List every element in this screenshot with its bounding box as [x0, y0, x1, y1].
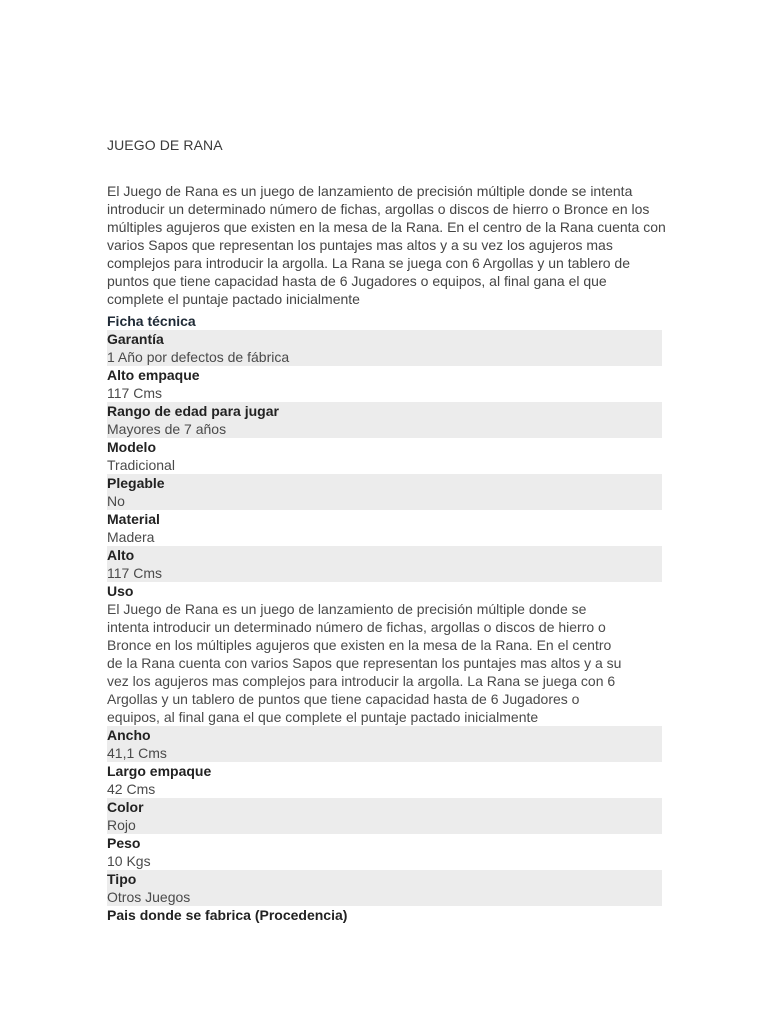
spec-row-tipo	[107, 870, 662, 906]
spec-label: Peso	[107, 835, 141, 851]
spec-value: No	[107, 493, 125, 509]
spec-label: Pais donde se fabrica (Procedencia)	[107, 907, 348, 923]
spec-row-alto	[107, 546, 662, 582]
intro-paragraph: El Juego de Rana es un juego de lanzamiento de precisión múltiple donde se intenta introducir un determinado número de fichas, argollas o discos de hierro o Bronce en los múltiples agujeros que existen en la mesa de la Rana. En el centro de la Rana cuenta con varios Sapos que representan los puntajes mas altos y a su vez los agujeros mas complejos para introducir la argolla. La Rana se juega con 6 Argollas y un tablero de puntos que tiene capacidad hasta de 6 Jugadores o equipos, al final gana el que complete el puntaje pactado inicialmente	[107, 183, 666, 307]
spec-value: Otros Juegos	[107, 889, 191, 905]
spec-label: Uso	[107, 583, 134, 599]
spec-row-modelo	[107, 438, 662, 474]
spec-row-peso	[107, 834, 662, 870]
spec-row-uso	[107, 582, 662, 726]
spec-label: Garantía	[107, 331, 164, 347]
spec-label: Largo empaque	[107, 763, 212, 779]
spec-value: 41,1 Cms	[107, 745, 167, 761]
spec-value: Mayores de 7 años	[107, 421, 227, 437]
spec-row-procedencia	[107, 906, 662, 924]
spec-value: El Juego de Rana es un juego de lanzamiento de precisión múltiple donde se intenta introducir un determinado número de fichas, argollas o discos de hierro o Bronce en los múltiples agujeros que existen en la mesa de la Rana. En el centro de la Rana cuenta con varios Sapos que representan los puntajes mas altos y a su vez los agujeros mas complejos para introducir la argolla. La Rana se juega con 6 Argollas y un tablero de puntos que tiene capacidad hasta de 6 Jugadores o equipos, al final gana el que complete el puntaje pactado inicialmente	[107, 601, 622, 725]
spec-label: Alto	[107, 547, 135, 563]
spec-label: Rango de edad para jugar	[107, 403, 279, 419]
spec-row-color	[107, 798, 662, 834]
page-title: JUEGO DE RANA	[107, 137, 223, 153]
spec-label: Color	[107, 799, 144, 815]
spec-label: Plegable	[107, 475, 165, 491]
spec-row-ancho	[107, 726, 662, 762]
spec-row-largo-empaque	[107, 762, 662, 798]
spec-label: Material	[107, 511, 160, 527]
spec-value: 117 Cms	[107, 565, 162, 581]
spec-value: Madera	[107, 529, 155, 545]
spec-value: Rojo	[107, 817, 136, 833]
spec-row-plegable	[107, 474, 662, 510]
spec-table-heading: Ficha técnica	[107, 313, 196, 329]
spec-value: 117 Cms	[107, 385, 162, 401]
spec-row-alto-empaque	[107, 366, 662, 402]
spec-label: Alto empaque	[107, 367, 200, 383]
spec-label: Modelo	[107, 439, 156, 455]
spec-row-material	[107, 510, 662, 546]
spec-value: 10 Kgs	[107, 853, 151, 869]
spec-label: Tipo	[107, 871, 137, 887]
spec-label: Ancho	[107, 727, 151, 743]
spec-row-garantia	[107, 330, 662, 366]
spec-value: Tradicional	[107, 457, 175, 473]
spec-table	[107, 312, 662, 924]
spec-value: 42 Cms	[107, 781, 156, 797]
spec-row-rango-edad	[107, 402, 662, 438]
spec-value: 1 Año por defectos de fábrica	[107, 349, 290, 365]
